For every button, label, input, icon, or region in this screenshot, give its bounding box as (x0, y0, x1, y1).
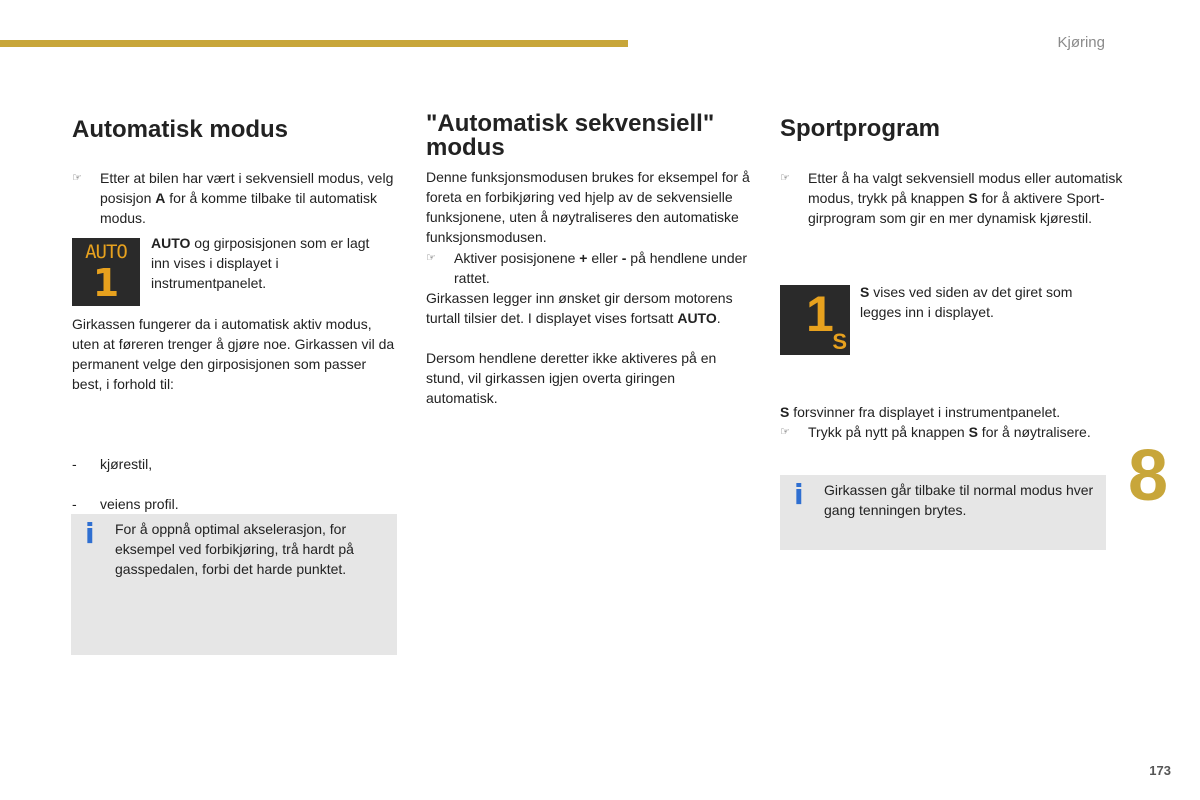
paragraph-sport-off: S forsvinner fra displayet i instrumentpanelet. (780, 404, 1061, 420)
info-box-acceleration (71, 514, 397, 655)
display-description: S vises ved siden av det giret som legges inn i displayet. (860, 284, 1073, 320)
column-automatisk-modus (72, 0, 398, 512)
chapter-number: 8 (1128, 436, 1169, 516)
heading-sportprogram: Sportprogram (780, 115, 941, 142)
display-sport-indicator: S (832, 329, 847, 354)
list-item: - veiens profil. (72, 496, 179, 512)
display-gear-number: 1 (92, 261, 120, 305)
sport-display-image (780, 285, 850, 355)
instruction-bullet: ☞ Etter at bilen har vært i sekvensiell modus, velg posisjon A for å komme tilbake til automatisk modus. (72, 170, 394, 226)
info-icon: i (794, 478, 804, 511)
paragraph-intro: Denne funksjonsmodusen brukes for eksempel for å foreta en forbikjøring ved hjelp av de sekvensielle funksjonene, uten å nøytraliseres den automatiske funksjonsmodusen. (426, 169, 750, 245)
list-item: - kjørestil, (72, 456, 153, 472)
paragraph-automatic-function: Girkassen fungerer da i automatisk aktiv modus, uten at føreren trenger å gjøre noe. Girkassen vil da permanent velge den girposisjonen som passer best, i forhold til: (72, 316, 395, 392)
instruction-bullet: ☞ Etter å ha valgt sekvensiell modus eller automatisk modus, trykk på knappen S for å aktivere Sport-girprogram som gir en mer dynamisk kjørestil. (780, 170, 1123, 226)
display-description: AUTO og girposisjonen som er lagt inn vises i displayet i instrumentpanelet. (151, 235, 370, 291)
heading-automatisk-modus: Automatisk modus (72, 116, 289, 143)
instruction-bullet: ☞ Trykk på nytt på knappen S for å nøytralisere. (780, 424, 1091, 440)
pointer-icon: ☞ (780, 426, 790, 438)
pointer-icon: ☞ (426, 252, 436, 264)
display-mode-label: AUTO (85, 241, 127, 263)
display-gear-number: 1 (806, 286, 834, 342)
instruction-bullet: ☞ Aktiver posisjonene + eller - på hendlene under rattet. (426, 250, 748, 286)
paragraph-gear-selection: Girkassen legger inn ønsket gir dersom motorens turtall tilsier det. I displayet vises fortsatt AUTO. (426, 290, 733, 326)
auto-display-image (72, 238, 140, 306)
info-icon: i (85, 517, 95, 550)
page-number: 173 (1149, 763, 1171, 778)
pointer-icon: ☞ (780, 172, 790, 184)
paragraph-automatic-return: Dersom hendlene deretter ikke aktiveres på en stund, vil girkassen igjen overta giringen automatisk. (426, 350, 717, 406)
section-title: Kjøring (1057, 34, 1105, 51)
pointer-icon: ☞ (72, 172, 82, 184)
heading-automatisk-sekvensiell: "Automatisk sekvensiell" modus (426, 110, 715, 161)
info-box-normal-mode (780, 475, 1106, 550)
info-text: For å oppnå optimal akselerasjon, for eksempel ved forbikjøring, trå hardt på gasspedalen, forbi det harde punktet. (115, 521, 354, 577)
column-sportprogram (780, 0, 1123, 440)
info-text: Girkassen går tilbake til normal modus hver gang tenningen brytes. (824, 482, 1094, 518)
column-automatisk-sekvensiell (426, 0, 756, 406)
